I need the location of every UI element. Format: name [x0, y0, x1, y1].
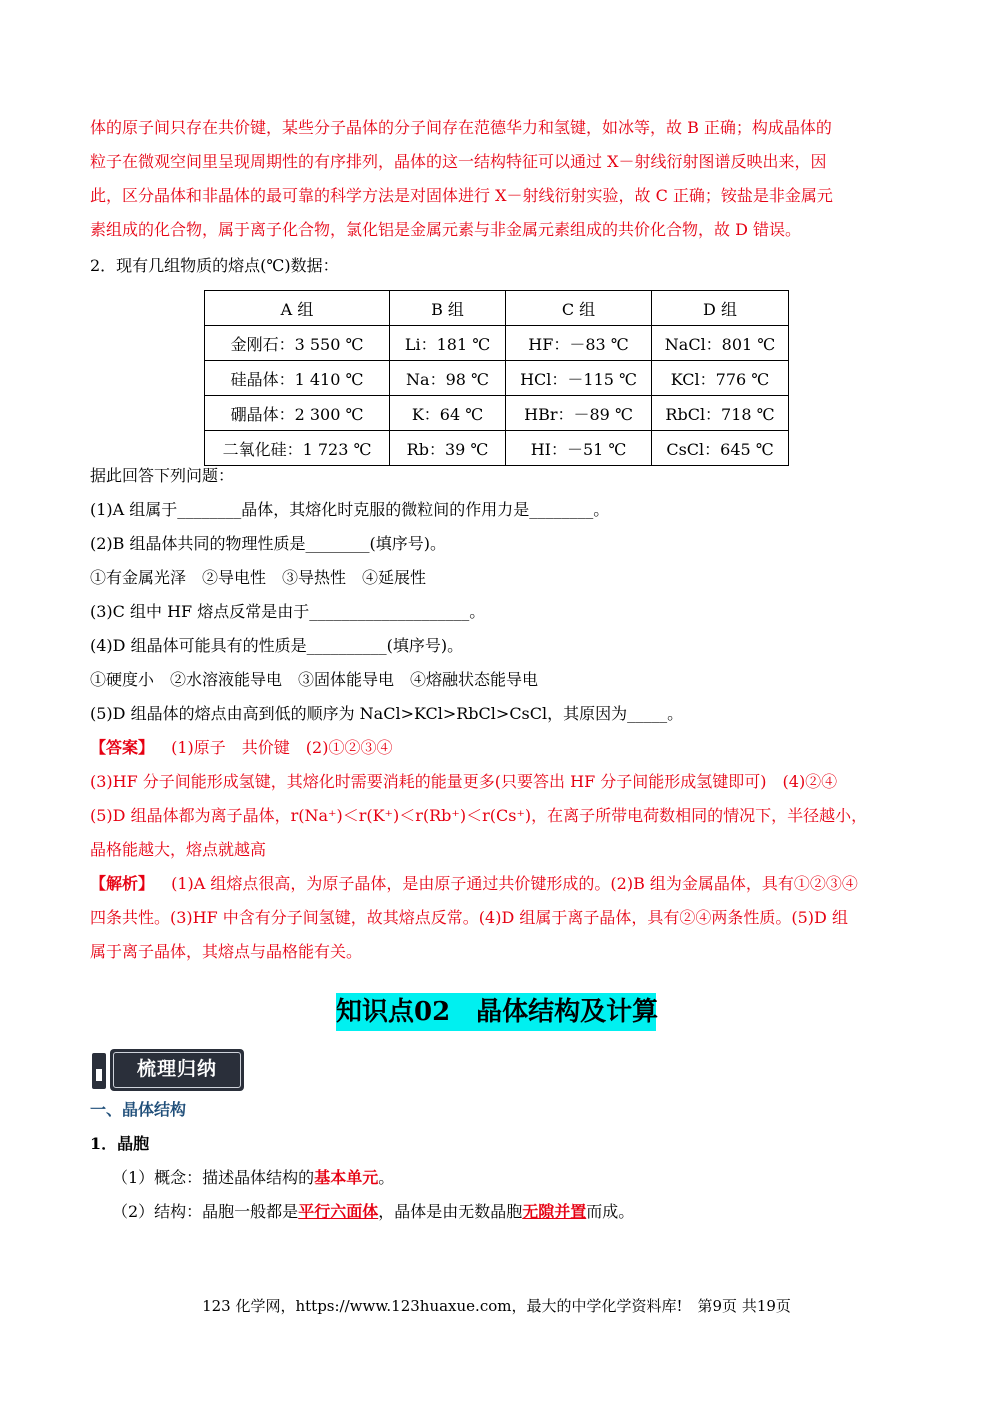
table-cell: Rb：39 ℃: [390, 431, 506, 466]
section-heading: 一、晶体结构: [90, 1100, 187, 1119]
sub-question-5: (5)D 组晶体的熔点由高到低的顺序为 NaCl>KCl>RbCl>CsCl，其原因为_____。: [90, 704, 684, 723]
question-stem: 2．现有几组物质的熔点(℃)数据：: [90, 256, 339, 275]
analysis-line: 四条共性。(3)HF 中含有分子间氢键，故其熔点反常。(4)D 组属于离子晶体，具有②④两条性质。(5)D 组: [90, 908, 848, 927]
sub-question-3: (3)C 组中 HF 熔点反常是由于____________________。: [90, 602, 486, 621]
table-cell: HCl：－115 ℃: [506, 361, 652, 396]
intro-line: 体的原子间只存在共价键，某些分子晶体的分子间存在范德华力和氢键，如冰等，故 B 正确；构成晶体的: [90, 118, 832, 137]
subsection-heading: 1．晶胞: [90, 1134, 150, 1153]
analysis-line: [90, 867, 912, 901]
structure-suffix: 而成。: [586, 1202, 635, 1221]
table-header-cell: B 组: [390, 291, 506, 326]
table-header-cell: A 组: [205, 291, 390, 326]
concept-keyword: 基本单元: [314, 1168, 379, 1187]
structure-line: [112, 1195, 934, 1229]
table-cell: HF：－83 ℃: [506, 326, 652, 361]
summary-badge: [92, 1049, 252, 1095]
table-cell: 硅晶体：1 410 ℃: [205, 361, 390, 396]
answer-line: (3)HF 分子间能形成氢键，其熔化时需要消耗的能量更多(只要答出 HF 分子间能形成氢键即可) (4)②④: [90, 772, 838, 791]
table-header-cell: D 组: [652, 291, 789, 326]
sub-question-2: (2)B 组晶体共同的物理性质是________(填序号)。: [90, 534, 446, 553]
table-cell: HI：－51 ℃: [506, 431, 652, 466]
analysis-tag: 【解析】: [90, 874, 155, 893]
analysis-line: 属于离子晶体，其熔点与晶格能有关。: [90, 942, 363, 961]
sub-question-2-options: ①有金属光泽 ②导电性 ③导热性 ④延展性: [90, 568, 427, 587]
answer-line: [90, 731, 912, 765]
melting-point-table: [204, 290, 789, 466]
table-cell: 二氧化硅：1 723 ℃: [205, 431, 390, 466]
sub-question-1: (1)A 组属于________晶体，其熔化时克服的微粒间的作用力是________。: [90, 500, 610, 519]
structure-prefix: （2）结构：晶胞一般都是: [112, 1202, 299, 1221]
answer-text: (1)原子 共价键 (2)①②③④: [171, 738, 393, 757]
badge-label: 梳理归纳: [113, 1052, 241, 1088]
table-cell: Na：98 ℃: [390, 361, 506, 396]
table-cell: CsCl：645 ℃: [652, 431, 789, 466]
question-prompt: 据此回答下列问题：: [90, 466, 235, 485]
badge-body: [110, 1049, 244, 1091]
table-cell: K：64 ℃: [390, 396, 506, 431]
table-cell: HBr：－89 ℃: [506, 396, 652, 431]
sub-question-4-options: ①硬度小 ②水溶液能导电 ③固体能导电 ④熔融状态能导电: [90, 670, 539, 689]
concept-suffix: 。: [378, 1168, 395, 1187]
table-cell: Li：181 ℃: [390, 326, 506, 361]
intro-line: 粒子在微观空间里呈现周期性的有序排列，晶体的这一结构特征可以通过 X－射线衍射图谱反映出来，因: [90, 152, 827, 171]
structure-keyword-2: 无隙并置: [522, 1202, 587, 1221]
badge-stub: [92, 1053, 106, 1089]
intro-paragraph: [90, 111, 912, 247]
table-cell: NaCl：801 ℃: [652, 326, 789, 361]
knowledge-point-heading: 知识点02 晶体结构及计算: [336, 993, 656, 1031]
page-footer: 123 化学网，https://www.123huaxue.com，最大的中学化学资料库! 第9页 共19页: [202, 1297, 791, 1315]
concept-line: [112, 1161, 934, 1195]
table-row: [205, 396, 789, 431]
table-row: [205, 326, 789, 361]
sub-question-4: (4)D 组晶体可能具有的性质是__________(填序号)。: [90, 636, 464, 655]
structure-keyword-1: 平行六面体: [298, 1202, 379, 1221]
table-cell: 硼晶体：2 300 ℃: [205, 396, 390, 431]
table-header-row: [205, 291, 789, 326]
answer-tag: 【答案】: [90, 738, 155, 757]
table-cell: KCl：776 ℃: [652, 361, 789, 396]
intro-line: 此，区分晶体和非晶体的最可靠的科学方法是对固体进行 X－射线衍射实验，故 C 正确；铵盐是非金属元: [90, 186, 833, 205]
concept-prefix: （1）概念：描述晶体结构的: [112, 1168, 315, 1187]
table-cell: 金刚石：3 550 ℃: [205, 326, 390, 361]
structure-mid: ，晶体是由无数晶胞: [378, 1202, 523, 1221]
table-cell: RbCl：718 ℃: [652, 396, 789, 431]
table-header-cell: C 组: [506, 291, 652, 326]
analysis-text: (1)A 组熔点很高，为原子晶体，是由原子通过共价键形成的。(2)B 组为金属晶体，具有①②③④: [171, 874, 858, 893]
intro-line: 素组成的化合物，属于离子化合物，氯化铝是金属元素与非金属元素组成的共价化合物，故 D 错误。: [90, 220, 802, 239]
answer-line: (5)D 组晶体都为离子晶体，r(Na⁺)＜r(K⁺)＜r(Rb⁺)＜r(Cs⁺)，在离子所带电荷数相同的情况下，半径越小，: [90, 806, 868, 825]
table-row: [205, 361, 789, 396]
answer-line: 晶格能越大，熔点就越高: [90, 840, 267, 859]
